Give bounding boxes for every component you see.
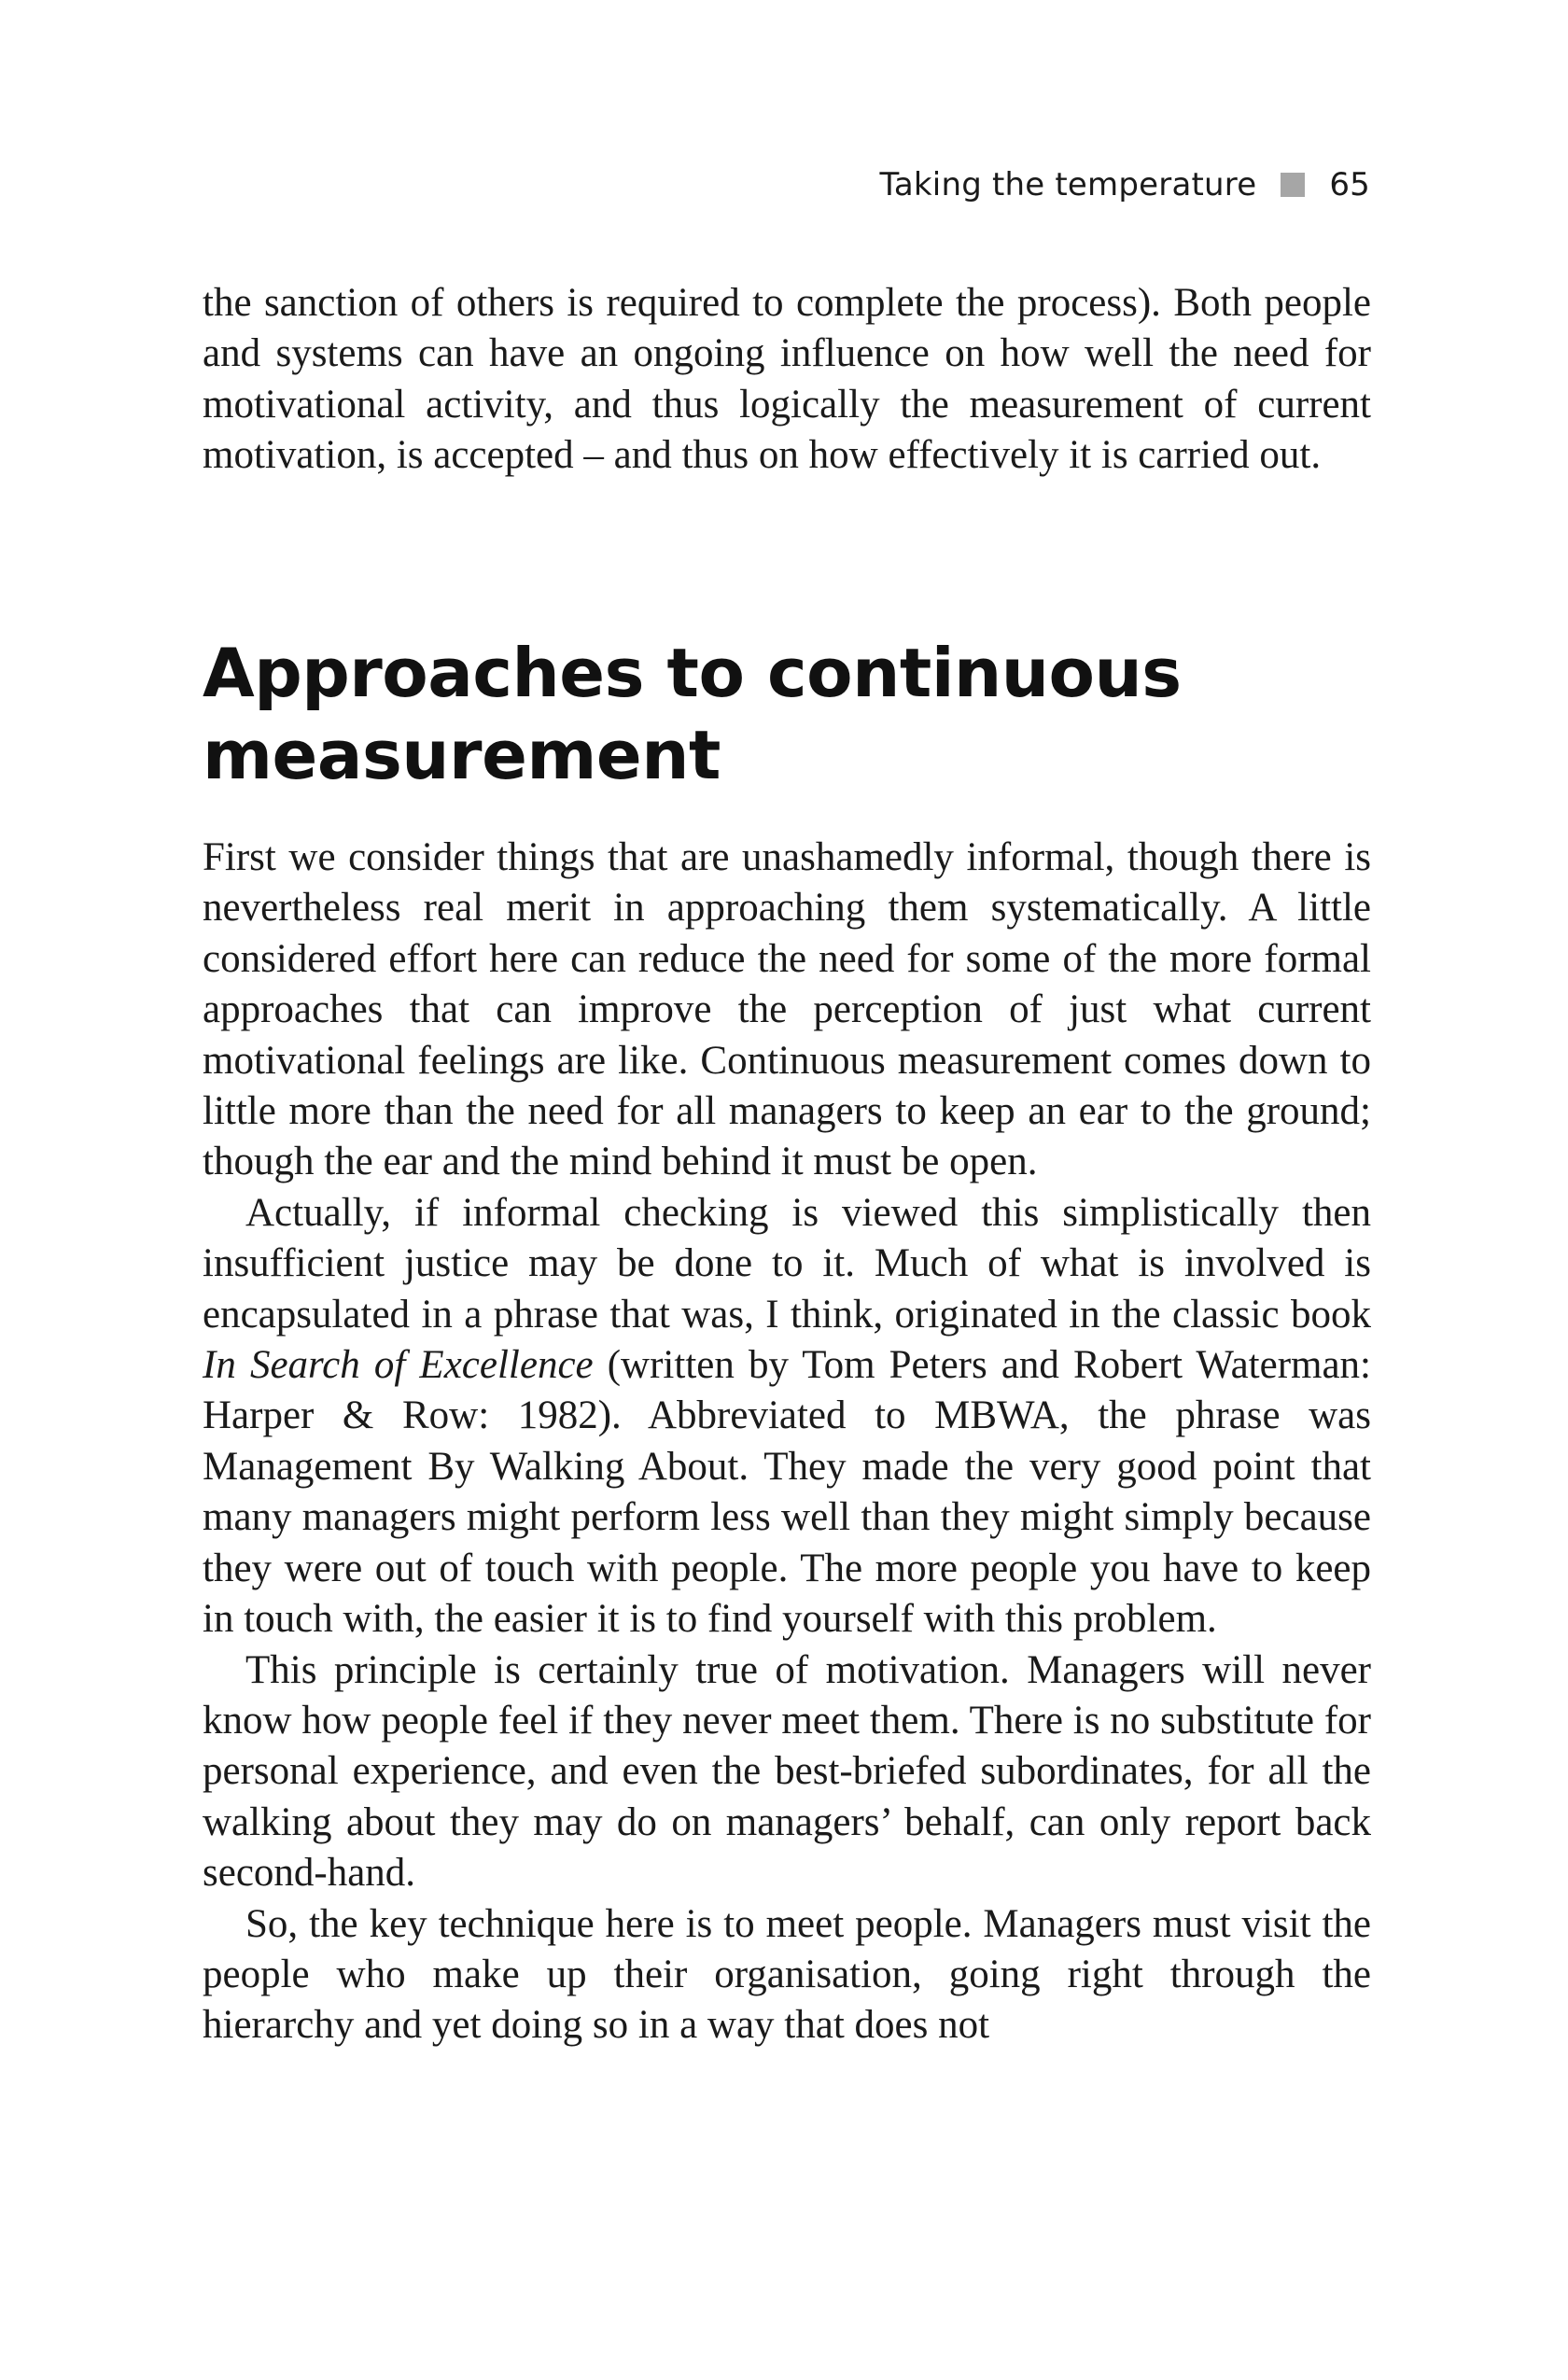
paragraph-2-after: (written by Tom Peters and Robert Waterman: Harper & Row: 1982). Abbreviated to MBWA, the phrase was Management By Walking About. They made the very good point that many managers might perform less well than they might simply because they were out of touch with people. The more people you have to keep in touch with, the easier it is to find yourself with this problem. [203,1343,1371,1642]
paragraph-2 [203,1188,1371,1645]
running-head [880,161,1370,209]
paragraph-4: So, the key technique here is to meet people. Managers must visit the people who make up their organisation, going right through the hierarchy and yet doing so in a way that does not [203,1901,1371,2048]
running-head-square-icon [1281,173,1305,197]
running-head-title: Taking the temperature [879,166,1257,203]
paragraph-3: This principle is certainly true of motivation. Managers will never know how people feel if they never meet them. There is no substitute for personal experience, and even the best-briefed subordinates, for all the walking about they may do on managers’ behalf, can only report back second-hand. [203,1647,1371,1896]
intro-paragraph: the sanction of others is required to complete the process). Both people and systems can have an ongoing influence on how well the need for motivational activity, and thus logically the measurement of current motivation, is accepted – and thus on how effectively it is carried out. [203,281,1371,478]
section-heading: Approaches to continuous measurement [203,634,1182,794]
book-title: In Search of Excellence [203,1343,594,1388]
paragraph-1: First we consider things that are unashamedly informal, though there is nevertheless real merit in approaching them systematically. A little considered effort here can reduce the need for some of the more formal approaches that can improve the perception of just what current motivational feelings are like. Continuous measurement comes down to little more than the need for all managers to keep an ear to the ground; though the ear and the mind behind it must be open. [203,835,1371,1184]
page-number: 65 [1329,166,1370,203]
paragraph-2-before: Actually, if informal checking is viewed this simplistically then insufficient justice may be done to it. Much of what is involved is encapsulated in a phrase that was, I think, originated in the classic book [203,1190,1371,1337]
section-body [203,833,1371,2051]
intro-text [203,278,1371,482]
